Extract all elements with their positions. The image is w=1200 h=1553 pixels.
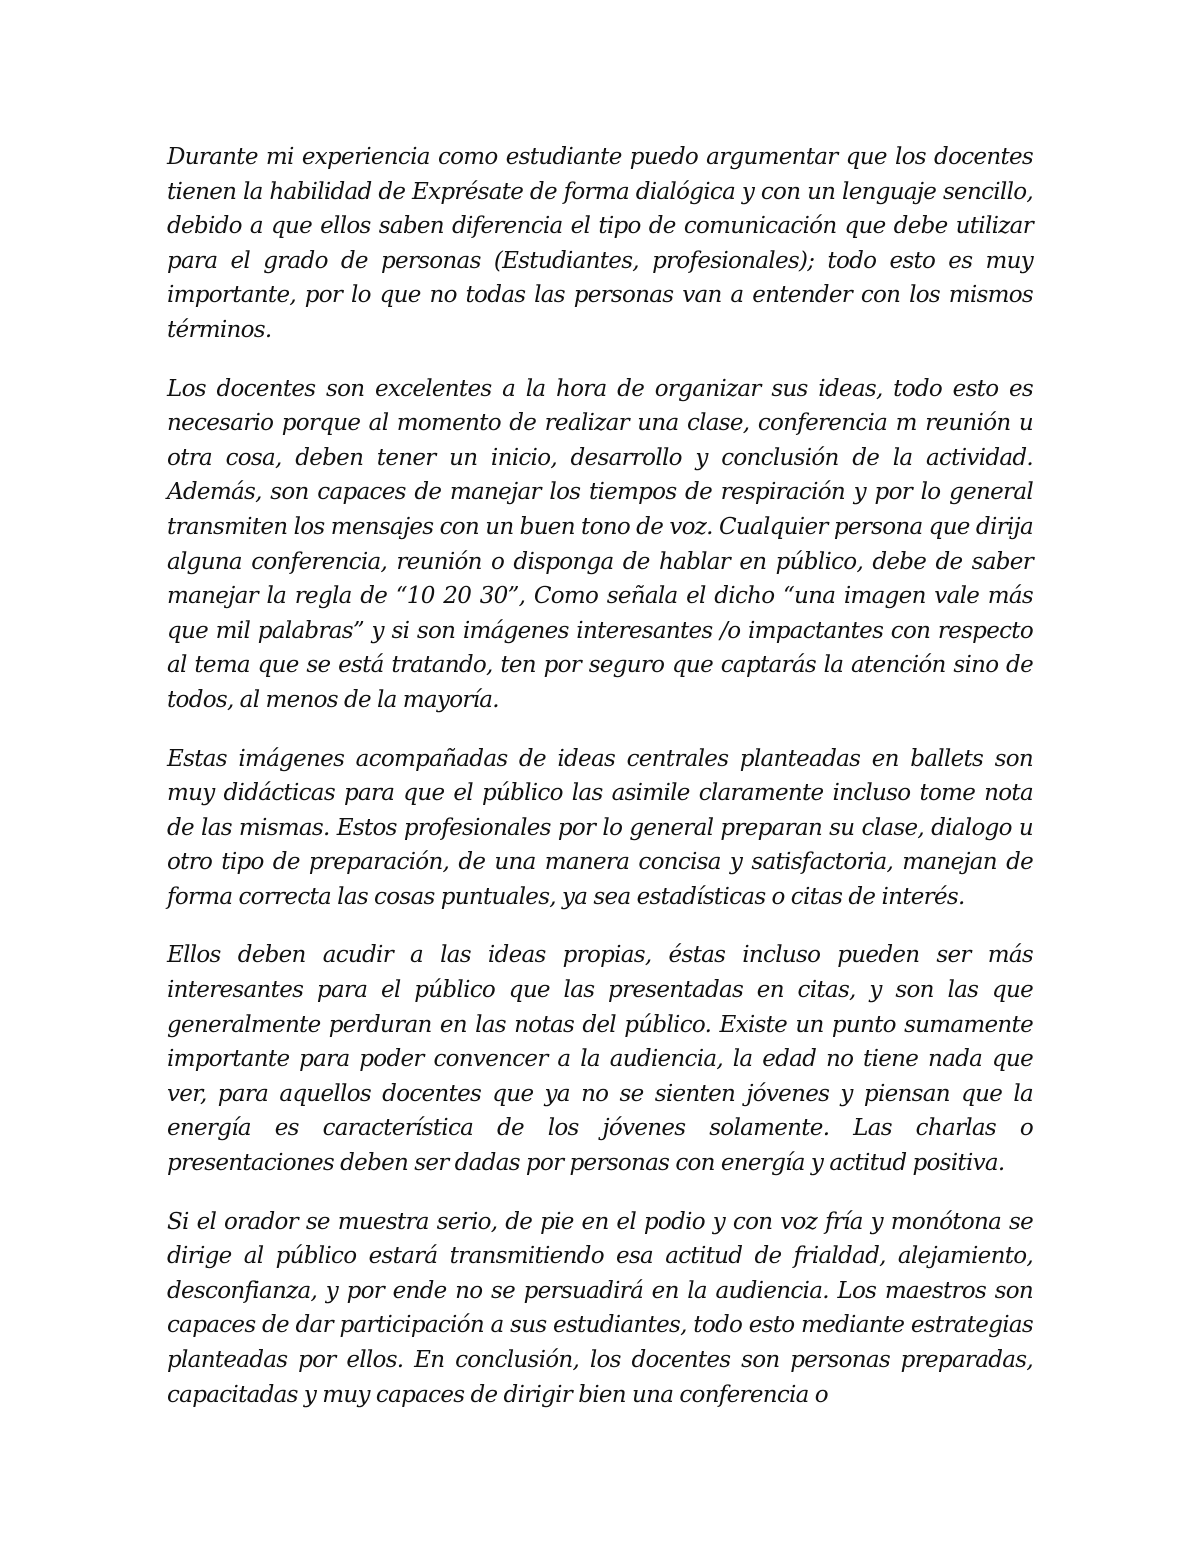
paragraph-1: Durante mi experiencia como estudiante puedo argumentar que los docentes tienen la habilidad de Exprésate de forma dialógica y con un lenguaje sencillo, debido a que ellos saben diferencia el tipo de comunicación que debe utilizar para el grado de personas (Estudiantes, profesionales); todo esto es muy importante, por lo que no todas las personas van a entender con los mismos términos. xyxy=(167,144,1033,343)
document-body xyxy=(167,140,1033,1436)
paragraph-5: Si el orador se muestra serio, de pie en el podio y con voz fría y monótona se dirige al público estará transmitiendo esa actitud de frialdad, alejamiento, desconfianza, y por ende no se persuadirá en la audiencia. Los maestros son capaces de dar participación a sus estudiantes, todo esto mediante estrategias planteadas por ellos. En conclusión, los docentes son personas preparadas, capacitadas y muy capaces de dirigir bien una conferencia o xyxy=(167,1208,1033,1408)
paragraph-3: Estas imágenes acompañadas de ideas centrales planteadas en ballets son muy didácticas para que el público las asimile claramente incluso tome nota de las mismas. Estos profesionales por lo general preparan su clase, dialogo u otro tipo de preparación, de una manera concisa y satisfactoria, manejan de forma correcta las cosas puntuales, ya sea estadísticas o citas de interés. xyxy=(167,745,1033,910)
paragraph-2: Los docentes son excelentes a la hora de organizar sus ideas, todo esto es necesario porque al momento de realizar una clase, conferencia m reunión u otra cosa, deben tener un inicio, desarrollo y conclusión de la actividad. Además, son capaces de manejar los tiempos de respiración y por lo general transmiten los mensajes con un buen tono de voz. Cualquier persona que dirija alguna conferencia, reunión o disponga de hablar en público, debe de saber manejar la regla de “10 20 30”, Como señala el dicho “una imagen vale más que mil palabras” y si son imágenes interesantes /o impactantes con respecto al tema que se está tratando, ten por seguro que captarás la atención sino de todos, al menos de la mayoría. xyxy=(167,375,1033,713)
paragraph-4: Ellos deben acudir a las ideas propias, éstas incluso pueden ser más interesantes para el público que las presentadas en citas, y son las que generalmente perduran en las notas del público. Existe un punto sumamente importante para poder convencer a la audiencia, la edad no tiene nada que ver, para aquellos docentes que ya no se sienten jóvenes y piensan que la energía es característica de los jóvenes solamente. Las charlas o presentaciones deben ser dadas por personas con energía y actitud positiva. xyxy=(167,942,1033,1177)
